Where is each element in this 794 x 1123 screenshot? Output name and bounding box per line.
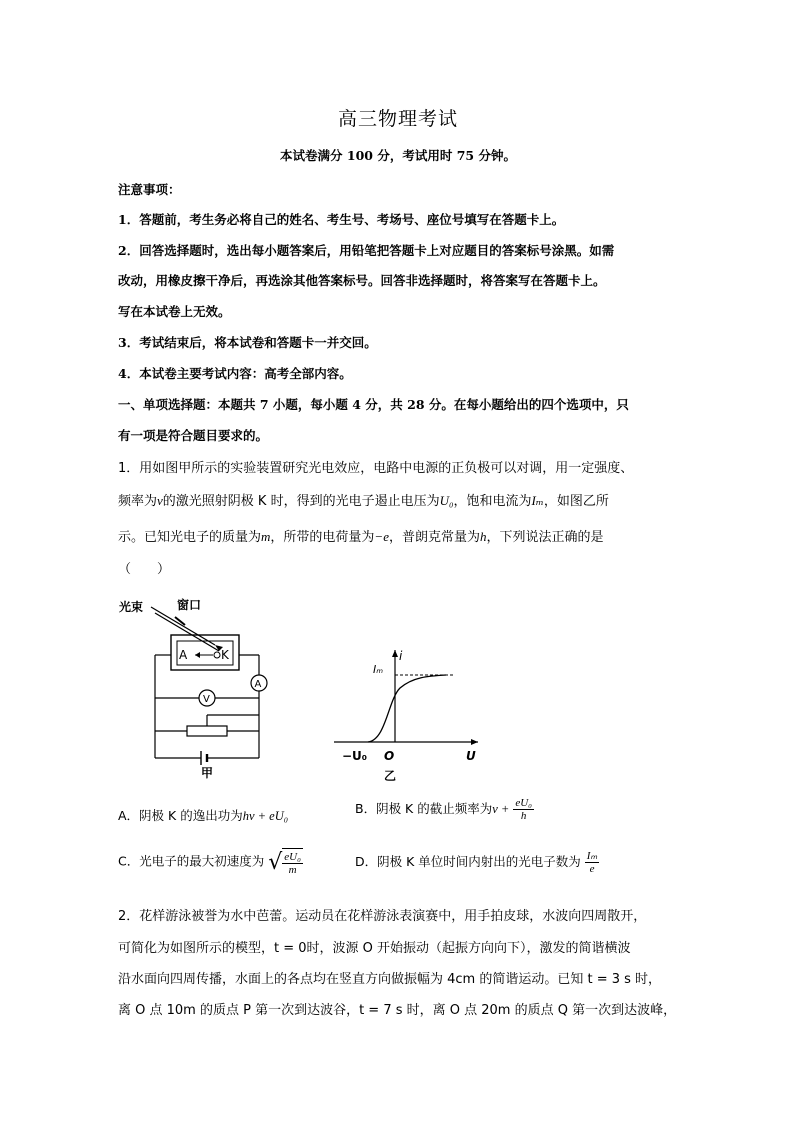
circuit-diagram xyxy=(115,595,275,780)
q1-line: 示。已知光电子的质量为m，所带的电荷量为−e，普朗克常量为h，下列说法正确的是 xyxy=(118,529,604,545)
q2-line: 沿水面向四周传播，水面上的各点均在竖直方向做振幅为 4cm 的简谐运动。已知 t = 3 s 时， xyxy=(118,972,662,987)
label-light-beam: 光束 xyxy=(119,600,144,614)
q2-line: 可简化为如图所示的模型，t = 0时，波源 O 开始振动（起振方向向下），激发的简谐横波 xyxy=(118,941,631,956)
im-label: Iₘ xyxy=(373,663,384,676)
ammeter-label: A xyxy=(254,679,262,690)
notice-item: 改动，用橡皮擦干净后，再选涂其他答案标号。回答非选择题时，将答案写在答题卡上。 xyxy=(118,273,606,288)
label-anode: A xyxy=(179,648,188,662)
voltmeter-label: V xyxy=(203,694,210,705)
label-cathode: K xyxy=(221,648,229,662)
notice-item: 写在本试卷上无效。 xyxy=(118,304,231,319)
label-window: 窗口 xyxy=(177,598,202,612)
q1-blank: （ ） xyxy=(118,562,171,577)
notice-item: 3．考试结束后，将本试卷和答题卡一并交回。 xyxy=(118,335,377,350)
page-title: 高三物理考试 xyxy=(337,108,458,130)
q1-line: 1．用如图甲所示的实验装置研究光电效应，电路中电源的正负极可以对调，用一定强度、 xyxy=(118,461,634,476)
figure-caption-a: 甲 xyxy=(201,766,214,780)
q1-line: 频率为ν的激光照射阴极 K 时，得到的光电子遏止电压为U₀，饱和电流为Iₘ，如图乙所 xyxy=(118,493,609,509)
notice-item: 1．答题前，考生务必将自己的姓名、考生号、考场号、座位号填写在答题卡上。 xyxy=(118,212,565,227)
q2-line: 离 O 点 10m 的质点 P 第一次到达波谷，t = 7 s 时，离 O 点 20m 的质点 Q 第一次到达波峰， xyxy=(118,1003,677,1018)
notice-item: 2．回答选择题时，选出每小题答案后，用铅笔把答题卡上对应题目的答案标号涂黑。如需 xyxy=(118,243,615,258)
neg-u0-label: −U₀ xyxy=(342,749,368,763)
exam-subtitle: 本试卷满分 100 分，考试用时 75 分钟。 xyxy=(280,148,516,163)
q2-line: 2．花样游泳被誉为水中芭蕾。运动员在花样游泳表演赛中，用手拍皮球，水波向四周散开， xyxy=(118,909,647,924)
option-d[interactable]: D．阴极 K 单位时间内射出的光电子数为 $\frac{\text{Iₘ}}{e}$ xyxy=(355,850,598,875)
section-heading: 一、单项选择题：本题共 7 小题，每小题 4 分，共 28 分。在每小题给出的四个选项中，只 xyxy=(118,397,629,412)
origin-label: O xyxy=(384,749,395,763)
option-b[interactable]: B．阴极 K 的截止频率为ν + $\frac{\text{eU₀}}{h}$ xyxy=(355,797,532,822)
axis-u-label: U xyxy=(466,749,476,763)
option-c[interactable]: C．光电子的最大初速度为 √ $\frac{\text{eU₀}}{m}$ xyxy=(118,849,301,876)
notice-heading: 注意事项： xyxy=(118,182,181,197)
section-heading-cont: 有一项是符合题目要求的。 xyxy=(118,428,269,443)
option-a[interactable]: A．阴极 K 的逸出功为hν + eU₀ xyxy=(118,808,289,823)
iu-graph xyxy=(328,640,488,785)
axis-i-label: i xyxy=(399,649,403,663)
notice-item: 4．本试卷主要考试内容：高考全部内容。 xyxy=(118,366,352,381)
figure-caption-b: 乙 xyxy=(384,769,397,783)
